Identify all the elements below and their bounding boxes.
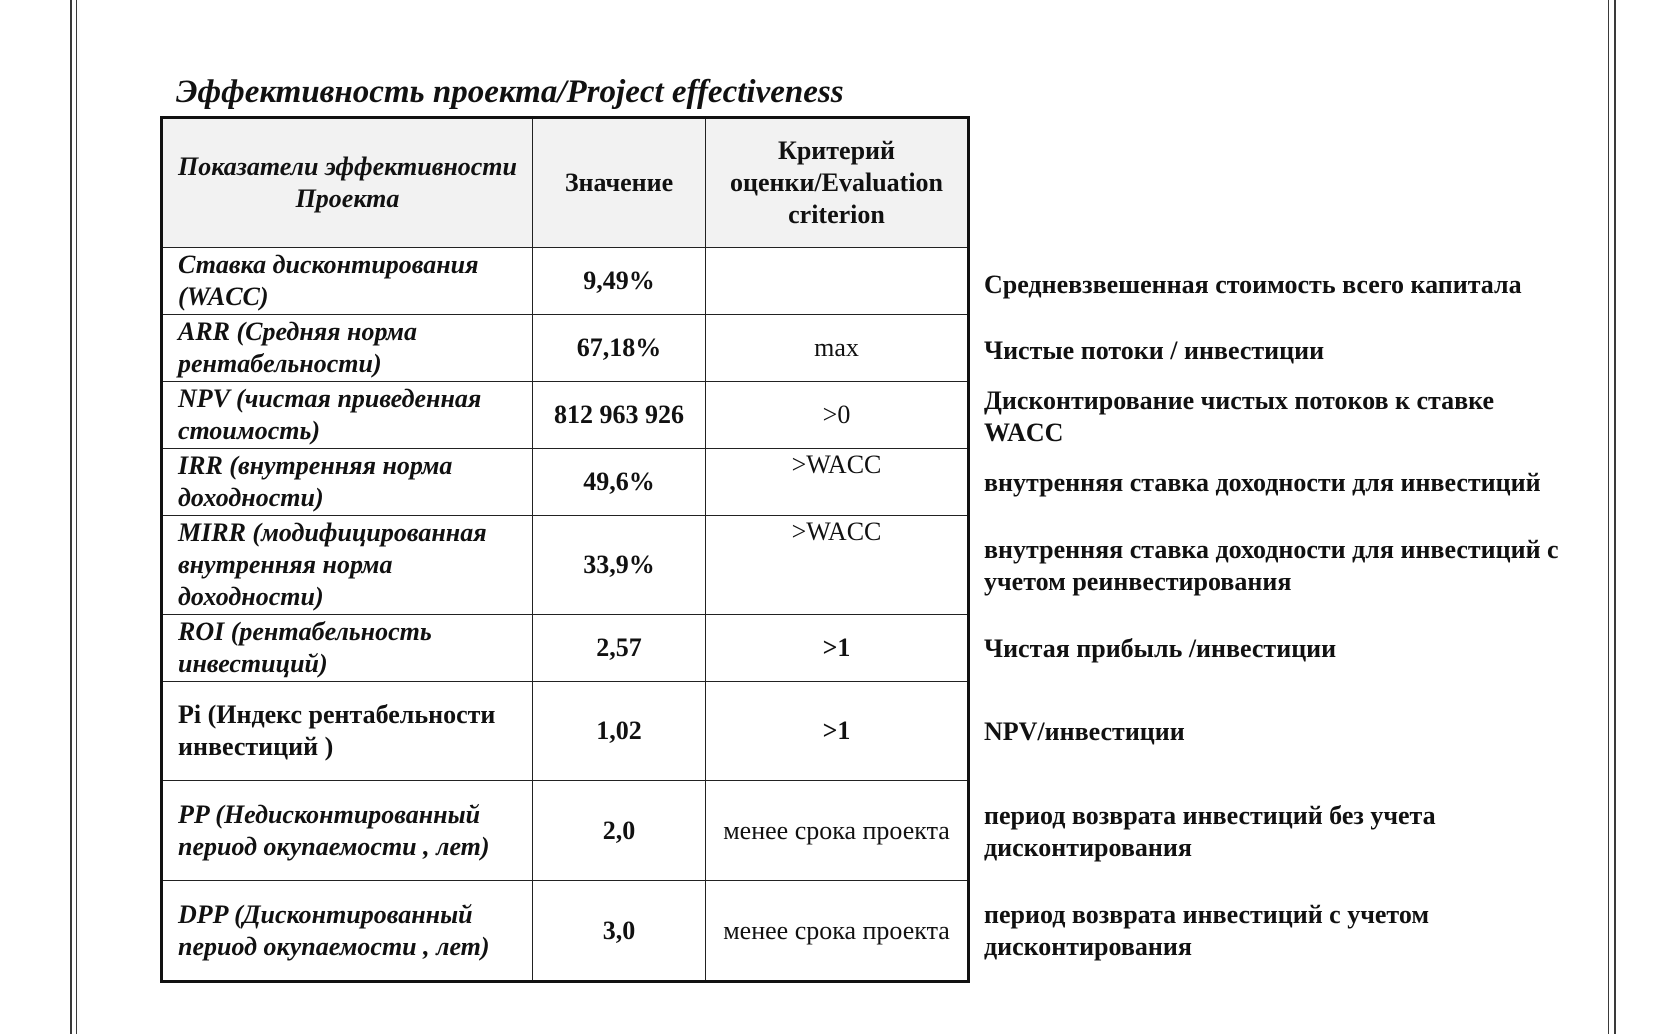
table-row — [162, 382, 969, 449]
row-value: 33,9% — [533, 516, 706, 615]
row-indicator: DPP (Дисконтированный период окупаемости , лет) — [162, 881, 533, 982]
row-value: 3,0 — [533, 881, 706, 982]
row-value: 2,0 — [533, 781, 706, 881]
row-description — [984, 800, 1436, 864]
row-criterion: менее срока проекта — [706, 881, 969, 982]
row-indicator: Pi (Индекс рентабельности инвестиций ) — [162, 682, 533, 781]
row-description-line: Чистая прибыль /инвестиции — [984, 634, 1337, 663]
row-description-line: период возврата инвестиций с учетом — [984, 900, 1430, 929]
header-value: Значение — [533, 118, 706, 248]
row-value: 9,49% — [533, 248, 706, 315]
row-description-line: Чистые потоки / инвестиции — [984, 336, 1325, 365]
row-description-line: дисконтирования — [984, 833, 1192, 862]
row-description — [984, 716, 1185, 748]
page-border-left-inner — [76, 0, 77, 1034]
row-description-line: учетом реинвестирования — [984, 567, 1292, 596]
table-row — [162, 516, 969, 615]
table-row — [162, 449, 969, 516]
row-description-line: NPV/инвестиции — [984, 717, 1185, 746]
row-value: 67,18% — [533, 315, 706, 382]
row-indicator: ROI (рентабельность инвестиций) — [162, 615, 533, 682]
row-indicator: IRR (внутренняя норма доходности) — [162, 449, 533, 516]
row-indicator: Ставка дисконтирования (WACC) — [162, 248, 533, 315]
row-description-line: WACC — [984, 418, 1064, 447]
row-value: 49,6% — [533, 449, 706, 516]
header-indicator: Показатели эффективности Проекта — [162, 118, 533, 248]
row-criterion: >1 — [706, 682, 969, 781]
row-description — [984, 899, 1429, 963]
row-criterion: >WACC — [706, 449, 969, 516]
table-row — [162, 781, 969, 881]
row-value: 2,57 — [533, 615, 706, 682]
row-description — [984, 534, 1559, 598]
row-description-line: дисконтирования — [984, 932, 1192, 961]
row-indicator: NPV (чистая приведенная стоимость) — [162, 382, 533, 449]
page-border-right-outer — [1614, 0, 1616, 1034]
row-criterion: >1 — [706, 615, 969, 682]
row-criterion: >0 — [706, 382, 969, 449]
table-row — [162, 881, 969, 982]
page-border-right-inner — [1608, 0, 1609, 1034]
table-row — [162, 248, 969, 315]
row-value: 1,02 — [533, 682, 706, 781]
row-description-line: Средневзвешенная стоимость всего капитала — [984, 270, 1522, 299]
row-description-line: внутренняя ставка доходности для инвестиций — [984, 468, 1541, 497]
table-header-row — [162, 118, 969, 248]
row-criterion: менее срока проекта — [706, 781, 969, 881]
row-description-line: Дисконтирование чистых потоков к ставке — [984, 386, 1495, 415]
row-description — [984, 269, 1522, 301]
page-border-left-outer — [70, 0, 72, 1034]
row-indicator: PP (Недисконтированный период окупаемости , лет) — [162, 781, 533, 881]
row-criterion — [706, 248, 969, 315]
row-description — [984, 385, 1494, 449]
row-description-line: период возврата инвестиций без учета — [984, 801, 1436, 830]
row-indicator: ARR (Средняя норма рентабельности) — [162, 315, 533, 382]
row-description — [984, 633, 1336, 665]
row-criterion: max — [706, 315, 969, 382]
header-criterion: Критерий оценки/Evaluation criterion — [706, 118, 969, 248]
document-title: Эффективность проекта/Project effectiveness — [176, 74, 844, 110]
table-row — [162, 615, 969, 682]
row-description-line: внутренняя ставка доходности для инвестиций с — [984, 535, 1559, 564]
row-description — [984, 467, 1541, 499]
row-criterion: >WACC — [706, 516, 969, 615]
table-row — [162, 315, 969, 382]
row-value: 812 963 926 — [533, 382, 706, 449]
row-description — [984, 335, 1324, 367]
table-row — [162, 682, 969, 781]
row-indicator: MIRR (модифицированная внутренняя норма доходности) — [162, 516, 533, 615]
effectiveness-table — [160, 116, 970, 983]
